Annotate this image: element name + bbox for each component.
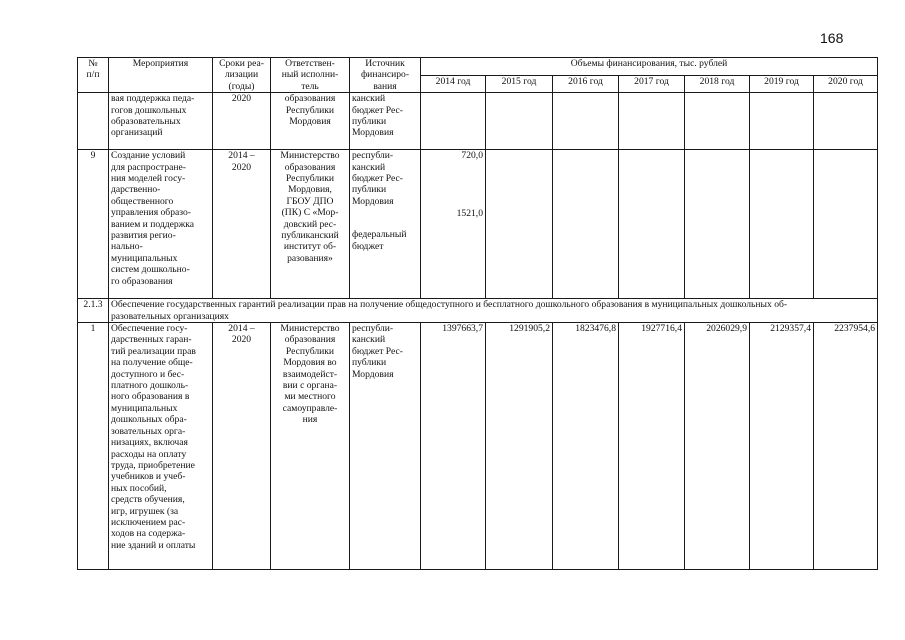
row-num: 1: [78, 323, 109, 570]
value-regional: 720,0: [461, 150, 483, 162]
section-row: [78, 299, 878, 323]
row-value: [619, 93, 685, 150]
row-source: [350, 150, 421, 299]
funding-plan-table: [77, 57, 878, 570]
row-period: 2014 – 2020: [213, 150, 271, 299]
row-period: 2014 – 2020: [213, 323, 271, 570]
row-value: 1927716,4: [619, 323, 685, 570]
row-value: [553, 150, 619, 299]
header-measures: Мероприятия: [109, 58, 213, 93]
row-value: [814, 150, 878, 299]
header-year: 2015 год: [486, 75, 553, 93]
header-year: 2017 год: [619, 75, 685, 93]
header-responsible: Ответствен- ный исполни- тель: [271, 58, 350, 93]
row-value: 1291905,2: [486, 323, 553, 570]
table-row: [78, 323, 878, 570]
section-title: Обеспечение государственных гарантий реализации прав на получение общедоступного и бесплатного дошкольного образования в муниципальных дошкольных об- разовательных организациях: [109, 299, 878, 323]
table-row: [78, 150, 878, 299]
row-period: 2020: [213, 93, 271, 150]
section-code: 2.1.3: [78, 299, 109, 323]
row-num: [78, 93, 109, 150]
row-value: [486, 93, 553, 150]
value-federal: 1521,0: [456, 207, 483, 219]
row-value: [685, 93, 750, 150]
row-source: канский бюджет Рес- публики Мордовия: [350, 93, 421, 150]
row-value: [750, 150, 814, 299]
header-year: 2016 год: [553, 75, 619, 93]
row-value: 1823476,8: [553, 323, 619, 570]
row-source: республи- канский бюджет Рес- публики Мордовия: [350, 323, 421, 570]
header-year: 2020 год: [814, 75, 878, 93]
header-period: Сроки реа- лизации (годы): [213, 58, 271, 93]
header-year: 2014 год: [421, 75, 486, 93]
header-year: 2019 год: [750, 75, 814, 93]
header-funding-group: Объемы финансирования, тыс. рублей: [421, 58, 878, 76]
source-federal: федеральный бюджет: [352, 229, 407, 252]
row-value: [486, 150, 553, 299]
row-responsible: образования Республики Мордовия: [271, 93, 350, 150]
page-number: 168: [820, 30, 844, 46]
row-value: 2237954,6: [814, 323, 878, 570]
row-value: 2026029,9: [685, 323, 750, 570]
header-num: № п/п: [78, 58, 109, 93]
row-value: [619, 150, 685, 299]
table-row: [78, 93, 878, 150]
row-value: [814, 93, 878, 150]
source-regional: республи- канский бюджет Рес- публики Мордовия: [352, 150, 403, 207]
row-measure: вая поддержка педа- гогов дошкольных образовательных организаций: [109, 93, 213, 150]
row-responsible: Министерство образования Республики Мордовия во взаимодейст- вии с органа- ми местного самоуправле- ния: [271, 323, 350, 570]
row-value: [750, 93, 814, 150]
row-value: 2129357,4: [750, 323, 814, 570]
header-year: 2018 год: [685, 75, 750, 93]
row-value: [685, 150, 750, 299]
row-responsible: Министерство образования Республики Мордовия, ГБОУ ДПО (ПК) С «Мор- довский рес- публиканский институт об- разования»: [271, 150, 350, 299]
row-measure: Создание условий для распростране- ния моделей госу- дарственно- общественного управления образо- ванием и поддержка развития регио- нально- муниципальных систем дошкольно- го образования: [109, 150, 213, 299]
row-num: 9: [78, 150, 109, 299]
row-measure: Обеспечение госу- дарственных гаран- тий реализации прав на получение обще- доступного и бес- платного дошколь- ного образования в муниципальных дошкольных обра- зовательных орга- низациях, включая расходы на оплату труда, приобретение учебников и учеб- ных пособий, средств обучения, игр, игрушек (за исключением рас- ходов на содержа- ние зданий и оплаты: [109, 323, 213, 570]
row-value: [553, 93, 619, 150]
row-value: [421, 150, 486, 299]
row-value: 1397663,7: [421, 323, 486, 570]
row-value: [421, 93, 486, 150]
header-source: Источник финансиро- вания: [350, 58, 421, 93]
